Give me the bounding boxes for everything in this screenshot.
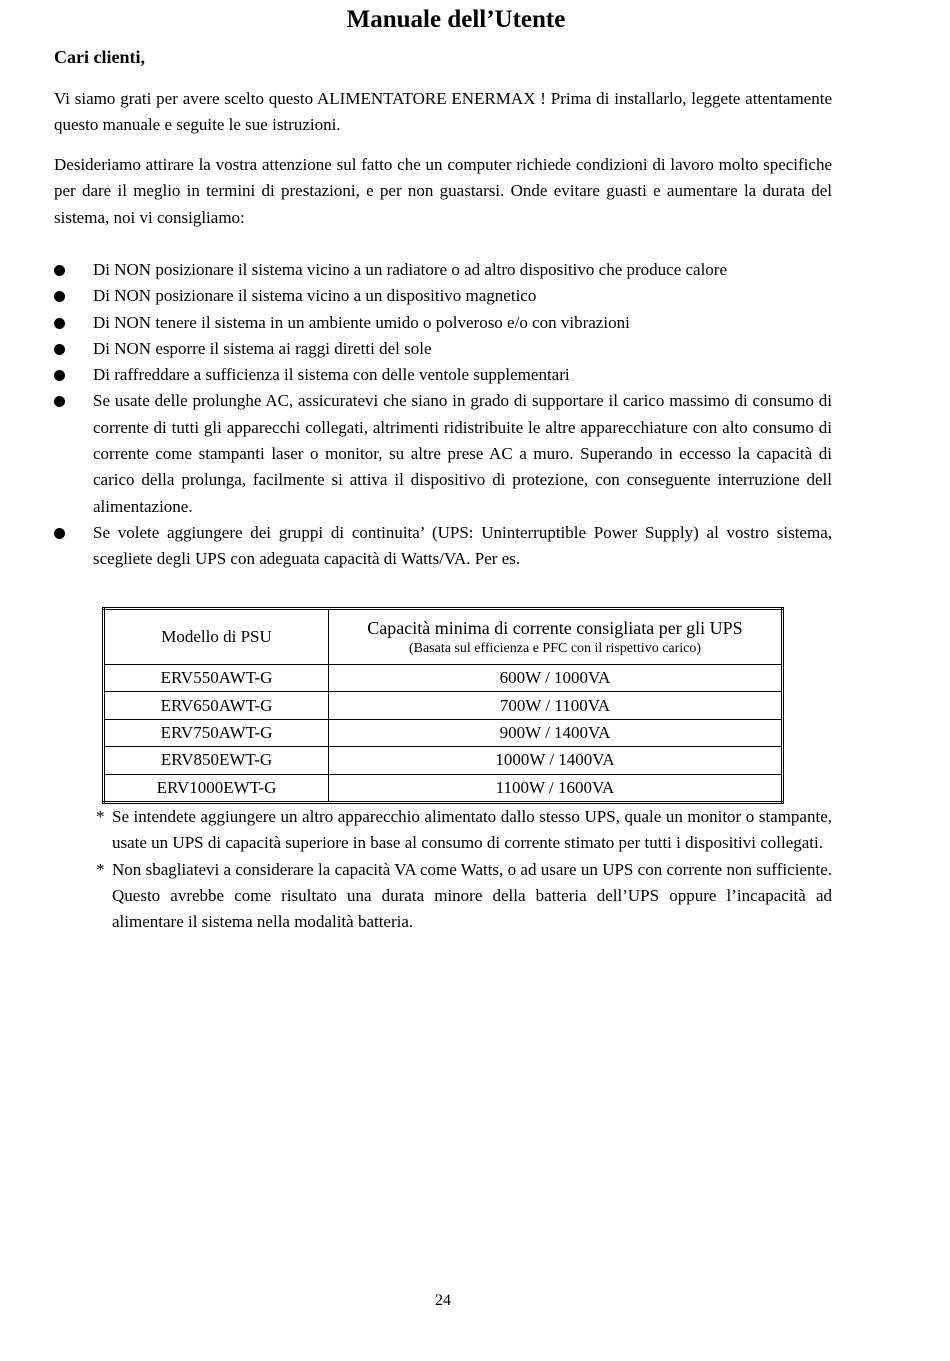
list-item (54, 388, 832, 519)
list-item-text: Di NON esporre il sistema ai raggi diretti del sole (93, 338, 432, 358)
cell-model: ERV1000EWT-G (104, 774, 329, 802)
asterisk-mark: * (96, 807, 105, 826)
bullet-icon (54, 344, 65, 355)
table-notes (96, 804, 832, 935)
note-text: Se intendete aggiungere un altro apparecchio alimentato dallo stesso UPS, quale un monitor o stampante, usate un UPS di capacità superiore in base al consumo di corrente stimato per tutti i dispositivi collegati. (112, 807, 832, 853)
note-text: Non sbagliatevi a considerare la capacità VA come Watts, o ad usare un UPS con corrente non sufficiente. Questo avrebbe come risultato una durata minore della batteria dell’UPS oppure l’incapacità ad alimentare il sistema nella modalità batteria. (112, 859, 832, 932)
bullet-icon (54, 291, 65, 302)
list-item-text: Di NON posizionare il sistema vicino a un dispositivo magnetico (93, 286, 537, 306)
list-item (54, 336, 832, 362)
list-item-text: Se volete aggiungere dei gruppi di continuita’ (UPS: Uninterruptible Power Supply) al vostro sistema, scegliete degli UPS con adeguata capacità di Watts/VA. Per es. (93, 522, 832, 569)
list-item (54, 257, 832, 283)
cell-model: ERV850EWT-G (104, 747, 329, 774)
list-item (54, 362, 832, 388)
header-capacity (329, 609, 783, 665)
table-row (104, 665, 783, 692)
cell-capacity: 700W / 1100VA (329, 692, 783, 719)
list-item-text: Di raffreddare a sufficienza il sistema con delle ventole supplementari (93, 365, 570, 385)
header-model: Modello di PSU (104, 609, 329, 665)
cell-capacity: 1000W / 1400VA (329, 747, 783, 774)
list-item-text: Di NON posizionare il sistema vicino a un radiatore o ad altro dispositivo che produce calore (93, 260, 728, 279)
table-row (104, 747, 783, 774)
bullet-icon (54, 528, 65, 539)
asterisk-mark: * (96, 859, 105, 879)
cell-capacity: 1100W / 1600VA (329, 774, 783, 802)
table-row (104, 692, 783, 719)
list-item-text: Se usate delle prolunghe AC, assicuratevi che siano in grado di supportare il carico massimo di consumo di corrente di tutti gli apparecchi collegati, altrimenti ridistribuite le altre apparecchiature con alto consumo di corrente come stampanti laser o monitor, su altre prese AC a muro. Superando in eccesso la capacità di carico della prolunga, facilmente si attiva il dispositivo di protezione, con conseguente interruzione dell alimentazione. (93, 391, 832, 516)
list-item (54, 310, 832, 336)
list-item (54, 520, 832, 573)
cell-model: ERV550AWT-G (104, 665, 329, 692)
table-header-row (104, 609, 783, 665)
list-item (54, 283, 832, 309)
bullet-icon (54, 265, 65, 276)
page-title: Manuale dell’Utente (346, 6, 566, 33)
cell-capacity: 900W / 1400VA (329, 719, 783, 746)
page-number: 24 (435, 1292, 451, 1309)
header-capacity-note: (Basata sul efficienza e PFC con il rispettivo carico) (408, 640, 702, 656)
cell-capacity: 600W / 1000VA (329, 665, 783, 692)
cell-model: ERV650AWT-G (104, 692, 329, 719)
bullet-icon (54, 396, 65, 407)
header-capacity-title: Capacità minima di corrente consigliata per gli UPS (367, 617, 743, 638)
recommendations-list (54, 257, 832, 573)
bullet-icon (54, 318, 65, 329)
ups-capacity-table (102, 607, 784, 804)
cell-model: ERV750AWT-G (104, 719, 329, 746)
greeting: Cari clienti, (54, 47, 145, 67)
table-row (104, 774, 783, 802)
table-row (104, 719, 783, 746)
note-item (96, 857, 832, 936)
list-item-text: Di NON tenere il sistema in un ambiente umido o polveroso e/o con vibrazioni (93, 312, 630, 332)
attention-paragraph: Desideriamo attirare la vostra attenzione sul fatto che un computer richiede condizioni di lavoro molto specifiche per dare il meglio in termini di prestazioni, e per non guastarsi. Onde evitare guasti e aumentare la durata del sistema, noi vi consigliamo: (54, 155, 832, 227)
intro-paragraph: Vi siamo grati per avere scelto questo ALIMENTATORE ENERMAX ! Prima di installarlo, leggete attentamente questo manuale e seguite le sue istruzioni. (54, 89, 832, 135)
bullet-icon (54, 370, 65, 381)
note-item (96, 804, 832, 857)
